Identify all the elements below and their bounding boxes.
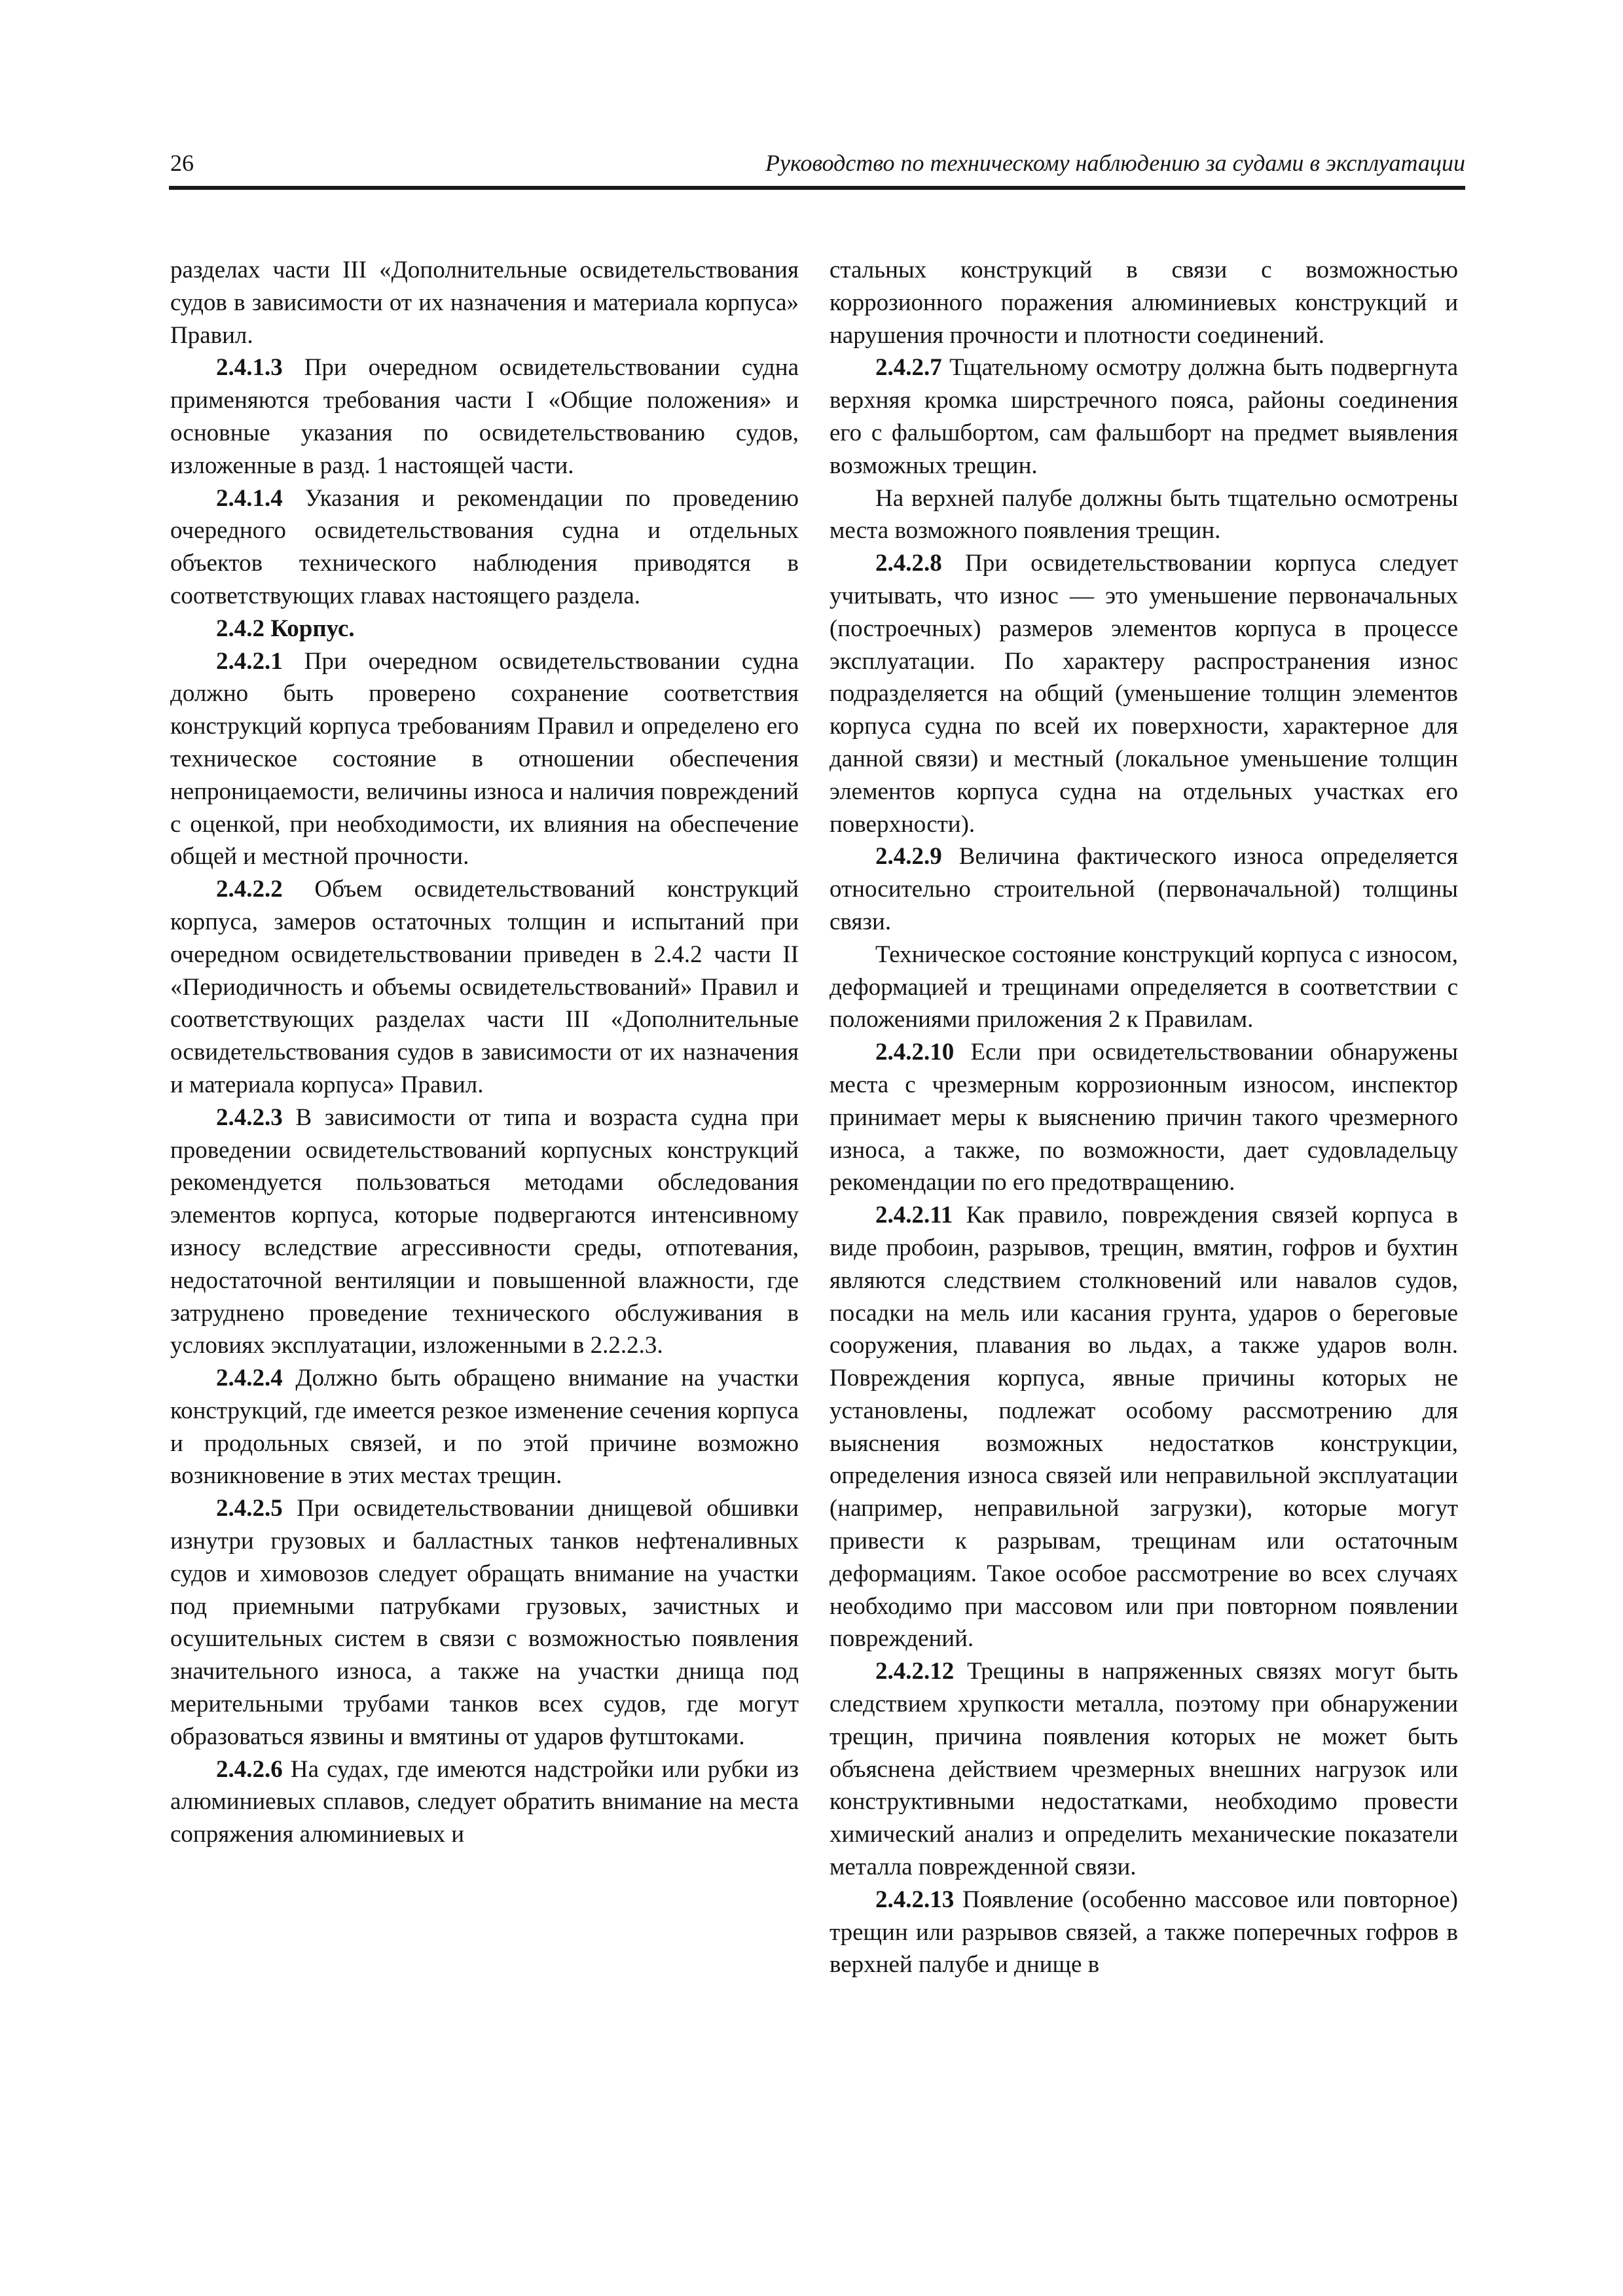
paragraph: 2.4.1.3 При очередном освидетельствовании судна применяются требования части I «Общие положения» и основные указания по освидетельствованию судов, изложенные в разд. 1 настоящей части.: [170, 354, 799, 479]
paragraph: 2.4.1.4 Указания и рекомендации по проведению очередного освидетельствования судна и отдельных объектов технического наблюдения приводятся в соответствующих главах настоящего раздела.: [170, 484, 799, 609]
paragraph: 2.4.2.6 На судах, где имеются надстройки или рубки из алюминиевых сплавов, следует обратить внимание на места сопряжения алюминиевых и: [170, 1755, 799, 1848]
paragraph: 2.4.2.12 Трещины в напряженных связях могут быть следствием хрупкости металла, поэтому при обнаружении трещин, причина появления которых не может быть объяснена действием чрезмерных внешних нагрузок или конструктивными недостатками, необходимо провести химический анализ и определить механические показатели металла поврежденной связи.: [830, 1658, 1458, 1881]
paragraph: 2.4.2.7 Тщательному осмотру должна быть подвергнута верхняя кромка ширстречного пояса, районы соединения его с фальшбортом, сам фальшборт на предмет выявления возможных трещин.: [830, 354, 1458, 479]
paragraph: На верхней палубе должны быть тщательно осмотрены места возможного появления трещин.: [830, 484, 1458, 545]
paragraph: разделах части III «Дополнительные освидетельствования судов в зависимости от их назначения и материала корпуса» Правил.: [170, 257, 799, 349]
paragraph: 2.4.2.2 Объем освидетельствований конструкций корпуса, замеров остаточных толщин и испытаний при очередном освидетельствовании приведен в 2.4.2 части II «Периодичность и объемы освидетельствований» Правил и соответствующих разделах части III «Дополнительные освидетельствования судов в зависимости от их назначения и материала корпуса» Правил.: [170, 876, 799, 1098]
page-header: [169, 145, 1465, 190]
section-heading: 2.4.2 Корпус.: [216, 615, 355, 642]
paragraph: 2.4.2.8 При освидетельствовании корпуса следует учитывать, что износ — это уменьшение первоначальных (построечных) размеров элементов корпуса в процессе эксплуатации. По характеру распространения износ подразделяется на общий (уменьшение толщин элементов корпуса судна по всей их поверхности, характерное для данной связи) и местный (локальное уменьшение толщин элементов корпуса судна на отдельных участках его поверхности).: [830, 550, 1458, 838]
left-column: [170, 254, 799, 1851]
paragraph: 2.4.2.5 При освидетельствовании днищевой обшивки изнутри грузовых и балластных танков нефтеналивных судов и химовозов следует обращать внимание на участки под приемными патрубками грузовых, зачистных и осушительных систем в связи с возможностью появления значительного износа, а также на участки днища под мерительными трубами танков всех судов, где могут образоваться язвины и вмятины от ударов футштоками.: [170, 1495, 799, 1750]
paragraph: 2.4.2.9 Величина фактического износа определяется относительно строительной (первоначальной) толщины связи.: [830, 843, 1458, 935]
paragraph: Техническое состояние конструкций корпуса с износом, деформацией и трещинами определяется в соответствии с положениями приложения 2 к Правилам.: [830, 941, 1458, 1033]
running-title: Руководство по техническому наблюдению за судами в эксплуатации: [765, 150, 1465, 176]
paragraph: 2.4.2.3 В зависимости от типа и возраста судна при проведении освидетельствований корпусных конструкций рекомендуется пользоваться методами обследования элементов корпуса, которые подвергаются интенсивному износу вследствие агрессивности среды, отпотевания, недостаточной вентиляции и повышенной влажности, где затруднено проведение технического обслуживания в условиях эксплуатации, изложенными в 2.2.2.3.: [170, 1103, 799, 1359]
paragraph: 2.4.2.4 Должно быть обращено внимание на участки конструкций, где имеется резкое изменение сечения корпуса и продольных связей, и по этой причине возможно возникновение в этих местах трещин.: [170, 1365, 799, 1490]
paragraph: 2.4.2.11 Как правило, повреждения связей корпуса в виде пробоин, разрывов, трещин, вмятин, гофров и бухтин являются следствием столкновений или навалов судов, посадки на мель или касания грунта, ударов о береговые сооружения, плавания во льдах, а также ударов волн. Повреждения корпуса, явные причины которых не установлены, подлежат особому рассмотрению для выяснения возможных недостатков конструкции, определения износа связей или неправильной эксплуатации (например, неправильной загрузки), которые могут привести к разрывам, трещинам или остаточным деформациям. Такое особое рассмотрение во всех случаях необходимо при массовом или при повторном появлении повреждений.: [830, 1202, 1458, 1653]
page-number: 26: [170, 150, 194, 176]
paragraph: 2.4.2.13 Появление (особенно массовое или повторное) трещин или разрывов связей, а также поперечных гофров в верхней палубе и днище в: [830, 1886, 1458, 1979]
right-column: [830, 254, 1458, 1981]
paragraph: 2.4.2.1 При очередном освидетельствовании судна должно быть проверено сохранение соответствия конструкций корпуса требованиям Правил и определено его техническое состояние в отношении обеспечения непроницаемости, величины износа и наличия повреждений с оценкой, при необходимости, их влияния на обеспечение общей и местной прочности.: [170, 647, 799, 870]
paragraph: стальных конструкций в связи с возможностью коррозионного поражения алюминиевых конструкций и нарушения прочности и плотности соединений.: [830, 257, 1458, 349]
paragraph: 2.4.2.10 Если при освидетельствовании обнаружены места с чрезмерным коррозионным износом, инспектор принимает меры к выяснению причин такого чрезмерного износа, а также, по возможности, дает судовладельцу рекомендации по его предотвращению.: [830, 1039, 1458, 1196]
